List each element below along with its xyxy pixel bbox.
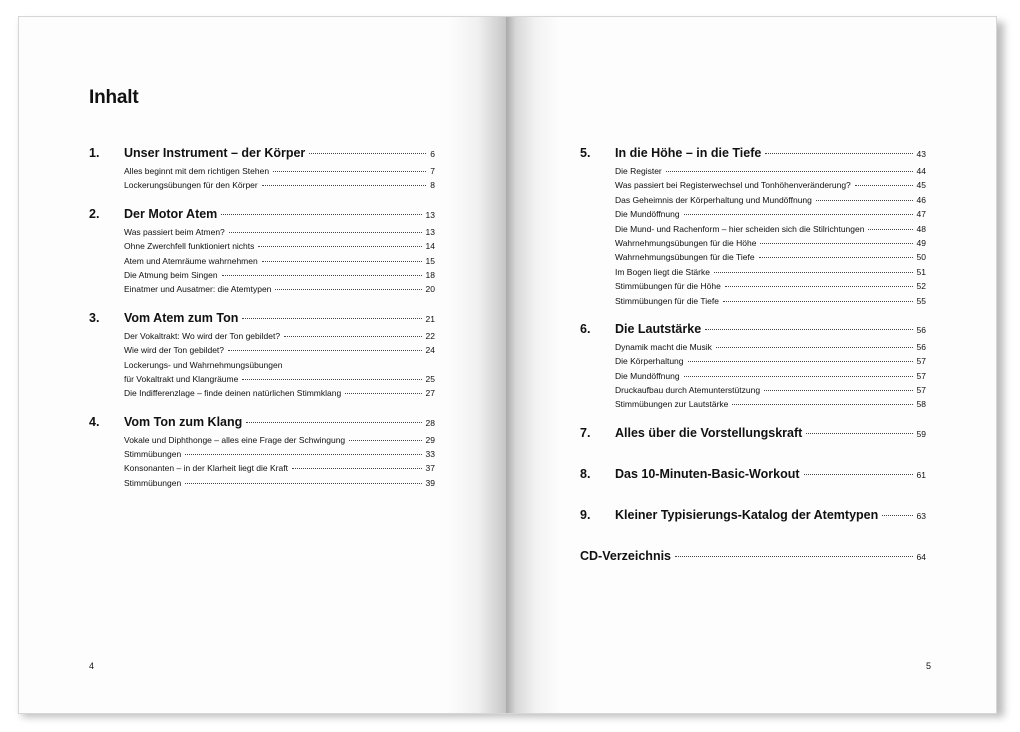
dot-leader: [855, 185, 913, 186]
subsection-entry: [615, 195, 926, 209]
toc-chapter: [89, 311, 435, 403]
subsection-entry: [615, 252, 926, 266]
dot-leader: [714, 272, 913, 273]
subsection-page-number: 57: [916, 356, 926, 367]
subsection-entry: [124, 374, 435, 388]
toc-chapter: [580, 322, 926, 414]
subsection-list: [124, 331, 435, 403]
chapter-heading-row: [580, 426, 926, 444]
dot-leader: [684, 214, 913, 215]
chapter-number: 2.: [89, 206, 100, 221]
chapter-title: Vom Ton zum Klang: [124, 414, 243, 429]
subsection-title: Stimmübungen: [124, 449, 182, 460]
dot-leader: [765, 153, 912, 154]
dot-leader: [868, 229, 912, 230]
subsection-page-number: 49: [916, 237, 926, 248]
toc-chapter: [580, 467, 926, 485]
chapter-number: 8.: [580, 466, 591, 481]
toc-chapter: [580, 549, 926, 567]
dot-leader: [732, 404, 912, 405]
subsection-entry: [615, 385, 926, 399]
subsection-page-number: 15: [425, 255, 435, 266]
toc-chapter: [580, 508, 926, 526]
subsection-title: Ohne Zwerchfell funktioniert nichts: [124, 241, 255, 252]
dot-leader: [246, 422, 421, 423]
toc-chapter: [89, 415, 435, 493]
subsection-entry: [124, 270, 435, 284]
toc-column-right: [580, 146, 926, 590]
subsection-page-number: 37: [425, 463, 435, 474]
dot-leader: [273, 171, 426, 172]
subsection-title: Das Geheimnis der Körperhaltung und Mundöffnung: [615, 194, 812, 205]
subsection-title: Was passiert beim Atmen?: [124, 226, 225, 237]
dot-leader: [185, 454, 421, 455]
subsection-page-number: 56: [916, 341, 926, 352]
chapter-number: 9.: [580, 507, 591, 522]
dot-leader: [345, 393, 421, 394]
subsection-title: Die Indifferenzlage – finde deinen natürlichen Stimmklang: [124, 388, 342, 399]
subsection-entry: [615, 224, 926, 238]
toc-chapter: [580, 146, 926, 310]
chapter-title: CD-Verzeichnis: [580, 548, 672, 563]
dot-leader: [716, 347, 913, 348]
subsection-entry: [124, 241, 435, 255]
dot-leader: [804, 474, 913, 475]
toc-column-left: [89, 146, 435, 504]
dot-leader: [666, 171, 913, 172]
subsection-title: Die Körperhaltung: [615, 356, 684, 367]
subsection-entry: [124, 256, 435, 270]
subsection-page-number: 27: [425, 388, 435, 399]
subsection-page-number: 33: [425, 449, 435, 460]
dot-leader: [675, 556, 913, 557]
subsection-title: Druckaufbau durch Atemunterstützung: [615, 385, 761, 396]
chapter-page-number: 61: [916, 469, 926, 480]
subsection-title: Was passiert bei Registerwechsel und Tonhöhenveränderung?: [615, 180, 851, 191]
subsection-list: [124, 227, 435, 299]
subsection-page-number: 52: [916, 281, 926, 292]
dot-leader: [723, 301, 913, 302]
chapter-number: 1.: [89, 146, 100, 160]
subsection-list: [615, 342, 926, 414]
subsection-entry: [615, 356, 926, 370]
page-number-left: 4: [89, 661, 95, 671]
subsection-title: Die Mund- und Rachenform – hier scheiden sich die Stilrichtungen: [615, 223, 865, 234]
dot-leader: [816, 200, 913, 201]
dot-leader: [764, 390, 912, 391]
dot-leader: [684, 376, 913, 377]
subsection-title: Lockerungs- und Wahrnehmungsübungen: [124, 359, 283, 370]
dot-leader: [221, 214, 421, 215]
toc-chapter: [89, 207, 435, 299]
subsection-page-number: 13: [425, 226, 435, 237]
subsection-page-number: 25: [425, 373, 435, 384]
chapter-page-number: 63: [916, 510, 926, 521]
chapter-page-number: 43: [916, 149, 926, 159]
dot-leader: [688, 361, 913, 362]
subsection-title: Die Register: [615, 166, 662, 176]
toc-chapter: [89, 146, 435, 195]
dot-leader: [258, 246, 421, 247]
dot-leader: [759, 257, 913, 258]
subsection-title: Einatmer und Ausatmer: die Atemtypen: [124, 284, 272, 295]
dot-leader: [242, 318, 421, 319]
dot-leader: [185, 483, 421, 484]
subsection-list: [124, 435, 435, 493]
chapter-number: 6.: [580, 321, 591, 336]
dot-leader: [284, 336, 421, 337]
subsection-page-number: 48: [916, 223, 926, 234]
chapter-heading-row: [580, 549, 926, 567]
dot-leader: [242, 379, 421, 380]
subsection-page-number: 45: [916, 180, 926, 191]
subsection-title: Wahrnehmungsübungen für die Tiefe: [615, 252, 755, 263]
subsection-entry: [615, 399, 926, 413]
dot-leader: [222, 275, 422, 276]
chapter-title: Der Motor Atem: [124, 206, 218, 221]
subsection-title: Wie wird der Ton gebildet?: [124, 345, 225, 356]
dot-leader: [292, 468, 422, 469]
chapter-heading-row: [89, 207, 435, 225]
subsection-entry: [124, 449, 435, 463]
chapter-title: In die Höhe – in die Tiefe: [615, 146, 762, 160]
subsection-title: Vokale und Diphthonge – alles eine Frage der Schwingung: [124, 434, 346, 445]
chapter-heading-row: [89, 311, 435, 329]
subsection-entry: [124, 360, 435, 374]
chapter-title: Kleiner Typisierungs-Katalog der Atemtypen: [615, 507, 879, 522]
subsection-entry: [615, 209, 926, 223]
subsection-entry: [124, 345, 435, 359]
subsection-page-number: 47: [916, 209, 926, 220]
dot-leader: [725, 286, 913, 287]
subsection-page-number: 46: [916, 194, 926, 205]
subsection-title: für Vokaltrakt und Klangräume: [124, 373, 239, 384]
subsection-title: Wahrnehmungsübungen für die Höhe: [615, 237, 757, 248]
subsection-title: Lockerungsübungen für den Körper: [124, 180, 258, 191]
subsection-title: Alles beginnt mit dem richtigen Stehen: [124, 166, 270, 176]
subsection-page-number: 20: [425, 284, 435, 295]
subsection-title: Konsonanten – in der Klarheit liegt die Kraft: [124, 463, 288, 474]
subsection-entry: [615, 281, 926, 295]
toc-chapter: [580, 426, 926, 444]
subsection-page-number: 50: [916, 252, 926, 263]
subsection-page-number: 39: [425, 477, 435, 488]
dot-leader: [228, 350, 422, 351]
chapter-title: Unser Instrument – der Körper: [124, 146, 306, 160]
chapter-title: Alles über die Vorstellungskraft: [615, 425, 803, 440]
dot-leader: [262, 261, 422, 262]
chapter-page-number: 64: [916, 551, 926, 562]
chapter-number: 5.: [580, 146, 591, 160]
subsection-page-number: 57: [916, 370, 926, 381]
subsection-title: Stimmübungen für die Tiefe: [615, 295, 719, 306]
dot-leader: [309, 153, 426, 154]
subsection-entry: [124, 331, 435, 345]
subsection-page-number: 44: [916, 166, 926, 176]
subsection-entry: [615, 238, 926, 252]
chapter-page-number: 13: [425, 209, 435, 220]
dot-leader: [275, 289, 421, 290]
subsection-entry: [615, 342, 926, 356]
subsection-title: Im Bogen liegt die Stärke: [615, 266, 710, 277]
subsection-page-number: 7: [430, 166, 435, 176]
subsection-page-number: 51: [916, 266, 926, 277]
subsection-title: Die Mundöffnung: [615, 209, 680, 220]
subsection-entry: [124, 227, 435, 241]
subsection-page-number: 8: [430, 180, 435, 191]
subsection-list: [615, 166, 926, 310]
right-page: [506, 16, 997, 714]
subsection-entry: [124, 166, 435, 180]
subsection-title: Atem und Atemräume wahrnehmen: [124, 255, 258, 266]
chapter-page-number: 28: [425, 417, 435, 428]
subsection-title: Die Atmung beim Singen: [124, 269, 218, 280]
subsection-title: Die Mundöffnung: [615, 370, 680, 381]
subsection-page-number: 14: [425, 241, 435, 252]
subsection-entry: [124, 284, 435, 298]
chapter-page-number: 6: [430, 149, 435, 159]
subsection-title: Stimmübungen: [124, 477, 182, 488]
chapter-page-number: 59: [916, 428, 926, 439]
chapter-title: Vom Atem zum Ton: [124, 310, 239, 325]
chapter-heading-row: [89, 146, 435, 164]
subsection-title: Stimmübungen für die Höhe: [615, 281, 721, 292]
subsection-page-number: 57: [916, 385, 926, 396]
subsection-entry: [124, 435, 435, 449]
subsection-entry: [615, 166, 926, 180]
subsection-page-number: 55: [916, 295, 926, 306]
chapter-heading-row: [580, 467, 926, 485]
subsection-list: [124, 166, 435, 195]
subsection-entry: [124, 180, 435, 194]
chapter-heading-row: [89, 415, 435, 433]
chapter-heading-row: [580, 322, 926, 340]
subsection-entry: [615, 180, 926, 194]
subsection-entry: [615, 267, 926, 281]
dot-leader: [705, 329, 912, 330]
subsection-title: Dynamik macht die Musik: [615, 341, 712, 352]
chapter-page-number: 21: [425, 313, 435, 324]
chapter-page-number: 56: [916, 324, 926, 335]
left-page: [18, 16, 507, 714]
subsection-page-number: 22: [425, 330, 435, 341]
subsection-entry: [124, 463, 435, 477]
chapter-title: Die Lautstärke: [615, 321, 702, 336]
chapter-heading-row: [580, 146, 926, 164]
dot-leader: [229, 232, 422, 233]
toc-heading: Inhalt: [89, 87, 139, 108]
subsection-entry: [615, 296, 926, 310]
chapter-title: Das 10-Minuten-Basic-Workout: [615, 466, 800, 481]
chapter-heading-row: [580, 508, 926, 526]
subsection-page-number: 24: [425, 345, 435, 356]
page-number-right: 5: [926, 661, 932, 671]
dot-leader: [262, 185, 427, 186]
subsection-page-number: 18: [425, 269, 435, 280]
chapter-number: 3.: [89, 310, 100, 325]
dot-leader: [760, 243, 912, 244]
subsection-title: Stimmübungen zur Lautstärke: [615, 399, 729, 410]
chapter-number: 7.: [580, 425, 591, 440]
subsection-entry: [124, 388, 435, 402]
subsection-page-number: 58: [916, 399, 926, 410]
subsection-entry: [615, 371, 926, 385]
subsection-title: Der Vokaltrakt: Wo wird der Ton gebildet?: [124, 330, 281, 341]
dot-leader: [882, 515, 912, 516]
chapter-number: 4.: [89, 414, 100, 429]
dot-leader: [349, 440, 421, 441]
subsection-page-number: 29: [425, 434, 435, 445]
dot-leader: [806, 433, 912, 434]
subsection-entry: [124, 478, 435, 492]
